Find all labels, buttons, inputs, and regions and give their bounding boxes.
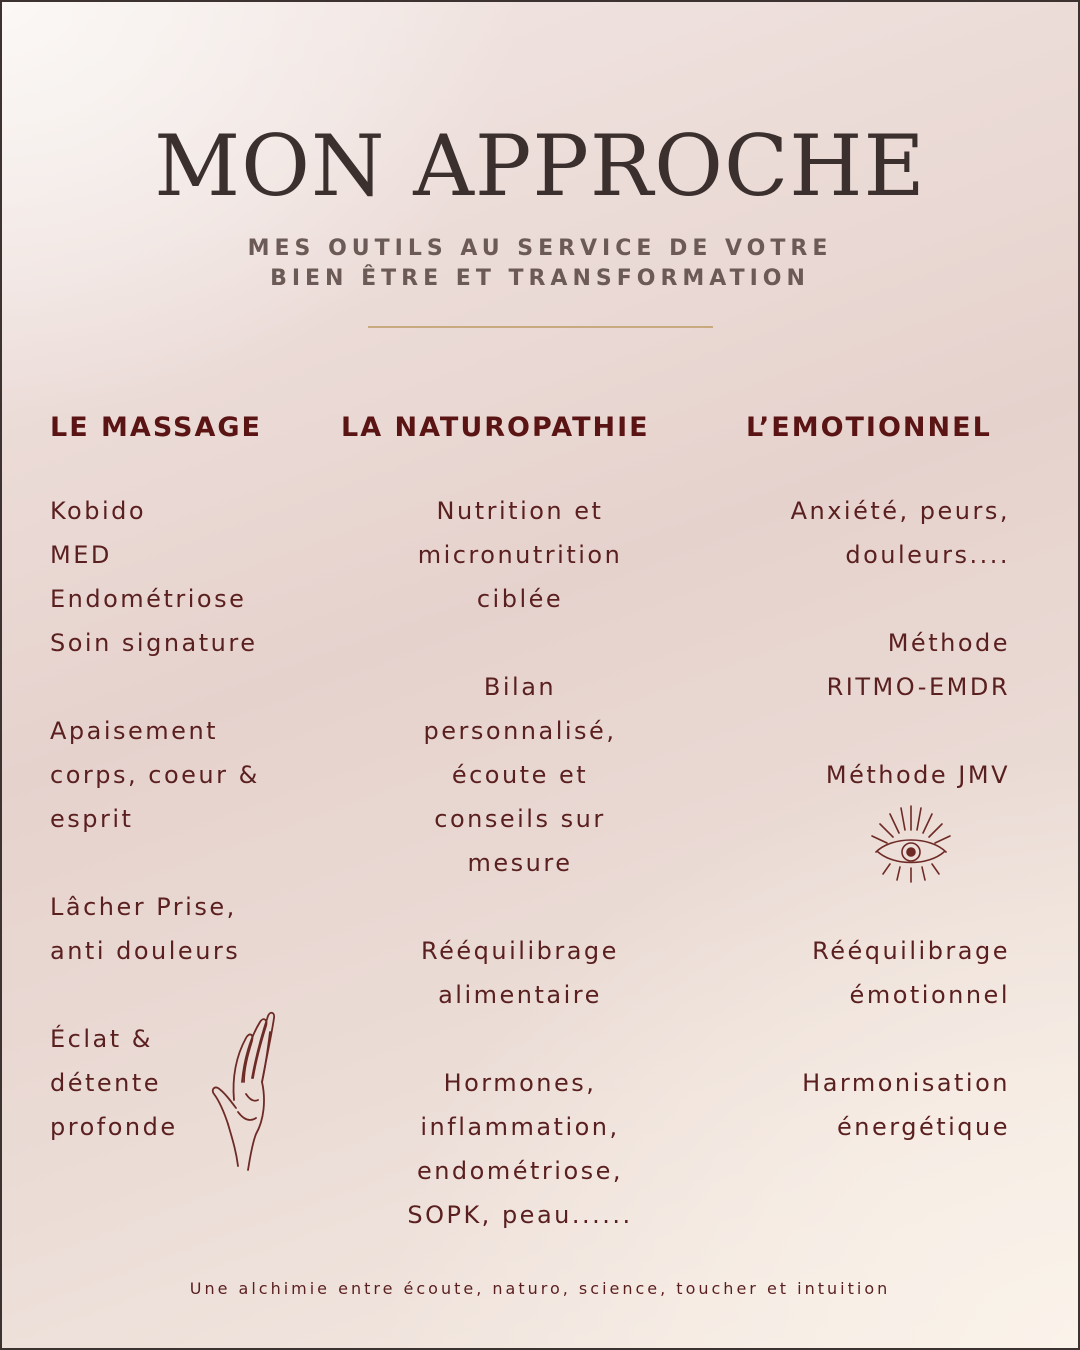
line-gap xyxy=(710,841,1010,885)
line-gap xyxy=(370,1017,670,1061)
column-line: Endométriose xyxy=(50,585,247,613)
column-line: micronutrition xyxy=(417,541,623,569)
hand-icon xyxy=(206,1008,284,1173)
line-gap xyxy=(50,841,350,885)
column-massage xyxy=(50,489,350,1149)
column-title-naturopathie: LA NATUROPATHIE xyxy=(341,412,650,443)
gold-divider xyxy=(368,326,713,328)
column-line: Rééquilibrage xyxy=(421,937,619,965)
column-line: Soin signature xyxy=(50,629,258,657)
page-subtitle xyxy=(0,234,1080,294)
line-gap xyxy=(370,885,670,929)
line-gap xyxy=(710,577,1010,621)
column-line: mesure xyxy=(467,849,573,877)
column-line: émotionnel xyxy=(849,981,1010,1009)
column-line: Apaisement xyxy=(50,717,219,745)
column-emotionnel xyxy=(710,489,1010,1149)
column-title-massage: LE MASSAGE xyxy=(50,412,262,443)
column-line: MED xyxy=(50,541,112,569)
column-line: Hormones, xyxy=(443,1069,597,1097)
footer-tagline: Une alchimie entre écoute, naturo, science, toucher et intuition xyxy=(189,1279,891,1298)
column-line: Bilan xyxy=(483,673,557,701)
column-line: détente xyxy=(50,1069,162,1097)
line-gap xyxy=(710,709,1010,753)
column-naturopathie xyxy=(370,489,670,1237)
column-line: profonde xyxy=(50,1113,178,1141)
eye-icon xyxy=(868,802,954,888)
line-gap xyxy=(710,797,1010,841)
column-line: alimentaire xyxy=(438,981,602,1009)
column-line: Kobido xyxy=(50,497,147,525)
column-line: inflammation, xyxy=(420,1113,620,1141)
column-line: corps, coeur & xyxy=(50,761,260,789)
column-line: Rééquilibrage xyxy=(812,937,1010,965)
line-gap xyxy=(50,665,350,709)
column-line: conseils sur xyxy=(434,805,606,833)
line-gap xyxy=(370,621,670,665)
column-line: énergétique xyxy=(837,1113,1010,1141)
column-line: endométriose, xyxy=(416,1157,624,1185)
column-line: Anxiété, peurs, xyxy=(790,497,1010,525)
subtitle-line-2: BIEN ÊTRE ET TRANSFORMATION xyxy=(270,266,810,291)
line-gap xyxy=(50,973,350,1017)
subtitle-line-1: MES OUTILS AU SERVICE DE VOTRE xyxy=(247,236,833,261)
column-line: SOPK, peau...... xyxy=(407,1201,633,1229)
column-line: Méthode xyxy=(887,629,1010,657)
column-line: Nutrition et xyxy=(436,497,604,525)
column-line: ciblée xyxy=(476,585,564,613)
column-line: douleurs.... xyxy=(845,541,1010,569)
column-line: écoute et xyxy=(451,761,589,789)
column-line: Méthode JMV xyxy=(825,761,1010,789)
column-line: RITMO-EMDR xyxy=(826,673,1010,701)
column-line: personnalisé, xyxy=(423,717,617,745)
column-line: Éclat & xyxy=(50,1025,153,1053)
column-line: esprit xyxy=(50,805,134,833)
column-line: Harmonisation xyxy=(802,1069,1010,1097)
line-gap xyxy=(710,1017,1010,1061)
line-gap xyxy=(710,885,1010,929)
column-title-emotionnel: L’EMOTIONNEL xyxy=(746,412,992,443)
column-line: anti douleurs xyxy=(50,937,241,965)
page-title: MON APPROCHE xyxy=(154,117,926,215)
column-line: Lâcher Prise, xyxy=(50,893,237,921)
